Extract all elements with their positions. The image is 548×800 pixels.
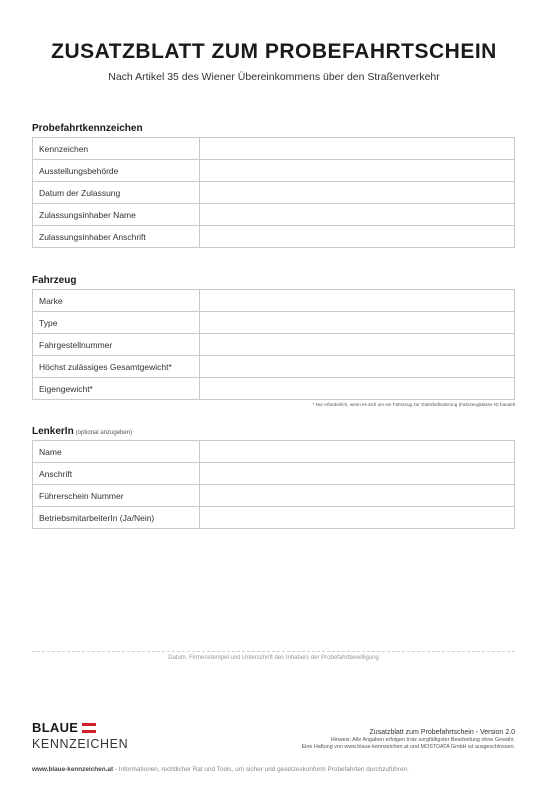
- eigengewicht-field[interactable]: [200, 378, 515, 400]
- row-label: Ausstellungsbehörde: [33, 160, 200, 182]
- row-label: BetriebsmitarbeiterIn (Ja/Nein): [33, 507, 200, 529]
- logo-top: [32, 720, 128, 735]
- logo-top-text: BLAUE: [32, 720, 79, 735]
- signature-line[interactable]: [32, 651, 515, 652]
- kennzeichen-field[interactable]: [200, 138, 515, 160]
- ausstellungsbehoerde-field[interactable]: [200, 160, 515, 182]
- tagline-text: - Informationen, rechtlicher Rat und Tools, um sicher und gesetzeskonform Probefahrten durchzuführen.: [113, 766, 409, 773]
- row-label: Führerschein Nummer: [33, 485, 200, 507]
- row-label: Zulassungsinhaber Anschrift: [33, 226, 200, 248]
- footer-tagline: [32, 766, 515, 773]
- vehicle-table: [32, 289, 515, 400]
- type-field[interactable]: [200, 312, 515, 334]
- table-row: [33, 334, 515, 356]
- table-row: [33, 485, 515, 507]
- page-subtitle: Nach Artikel 35 des Wiener Übereinkommens über den Straßenverkehr: [108, 71, 440, 83]
- inhaber-anschrift-field[interactable]: [200, 226, 515, 248]
- weight-footnote: * Nur erforderlich, wenn es sich um ein Fahrzeug zur Güterbeförderung (Fahrzeugklasse N) handelt: [312, 402, 515, 407]
- version-title: Zusatzblatt zum Probefahrtschein - Version 2.0: [369, 729, 515, 736]
- disclaimer-1: Hinweis: Alle Angaben erfolgen trotz sorgfältigster Bearbeitung ohne Gewähr.: [330, 737, 515, 743]
- betriebsmitarbeiter-field[interactable]: [200, 507, 515, 529]
- table-row: [33, 204, 515, 226]
- row-label: Höchst zulässiges Gesamtgewicht*: [33, 356, 200, 378]
- signature-label: Datum, Firmenstempel und Unterschrift des Inhabers der Probefahrtbewilligung: [168, 655, 379, 661]
- datum-zulassung-field[interactable]: [200, 182, 515, 204]
- table-row: [33, 507, 515, 529]
- logo: [32, 720, 128, 751]
- row-label: Anschrift: [33, 463, 200, 485]
- optional-note: (optional anzugeben): [75, 430, 133, 436]
- driver-table: [32, 440, 515, 529]
- section-title-vehicle: Fahrzeug: [32, 275, 77, 286]
- table-row: [33, 182, 515, 204]
- table-row: [33, 312, 515, 334]
- gesamtgewicht-field[interactable]: [200, 356, 515, 378]
- row-label: Fahrgestellnummer: [33, 334, 200, 356]
- table-row: [33, 290, 515, 312]
- table-row: [33, 226, 515, 248]
- plate-table: [32, 137, 515, 248]
- row-label: Zulassungsinhaber Name: [33, 204, 200, 226]
- row-label: Name: [33, 441, 200, 463]
- inhaber-name-field[interactable]: [200, 204, 515, 226]
- version-block: [235, 729, 515, 751]
- page-title: ZUSATZBLATT ZUM PROBEFAHRTSCHEIN: [51, 40, 497, 63]
- austria-flag-icon: [82, 723, 96, 733]
- table-row: [33, 463, 515, 485]
- fahrgestellnummer-field[interactable]: [200, 334, 515, 356]
- driver-anschrift-field[interactable]: [200, 463, 515, 485]
- table-row: [33, 356, 515, 378]
- table-row: [33, 441, 515, 463]
- row-label: Marke: [33, 290, 200, 312]
- website-link[interactable]: www.blaue-kennzeichen.at: [32, 766, 114, 773]
- section-title-driver: [32, 426, 515, 437]
- section-title-driver-text: LenkerIn: [32, 426, 74, 437]
- row-label: Kennzeichen: [33, 138, 200, 160]
- fuehrerschein-field[interactable]: [200, 485, 515, 507]
- disclaimer-2: Eine Haftung von www.blaue-kennzeichen.at und MOSTDATA GmbH ist ausgeschlossen.: [301, 744, 515, 750]
- table-row: [33, 138, 515, 160]
- row-label: Datum der Zulassung: [33, 182, 200, 204]
- driver-name-field[interactable]: [200, 441, 515, 463]
- marke-field[interactable]: [200, 290, 515, 312]
- row-label: Eigengewicht*: [33, 378, 200, 400]
- table-row: [33, 378, 515, 400]
- section-driver: [32, 426, 515, 529]
- section-plate: [32, 123, 515, 248]
- section-title-plate: Probefahrtkennzeichen: [32, 123, 143, 134]
- row-label: Type: [33, 312, 200, 334]
- table-row: [33, 160, 515, 182]
- section-vehicle: [32, 275, 515, 400]
- logo-bottom-text: KENNZEICHEN: [32, 737, 129, 751]
